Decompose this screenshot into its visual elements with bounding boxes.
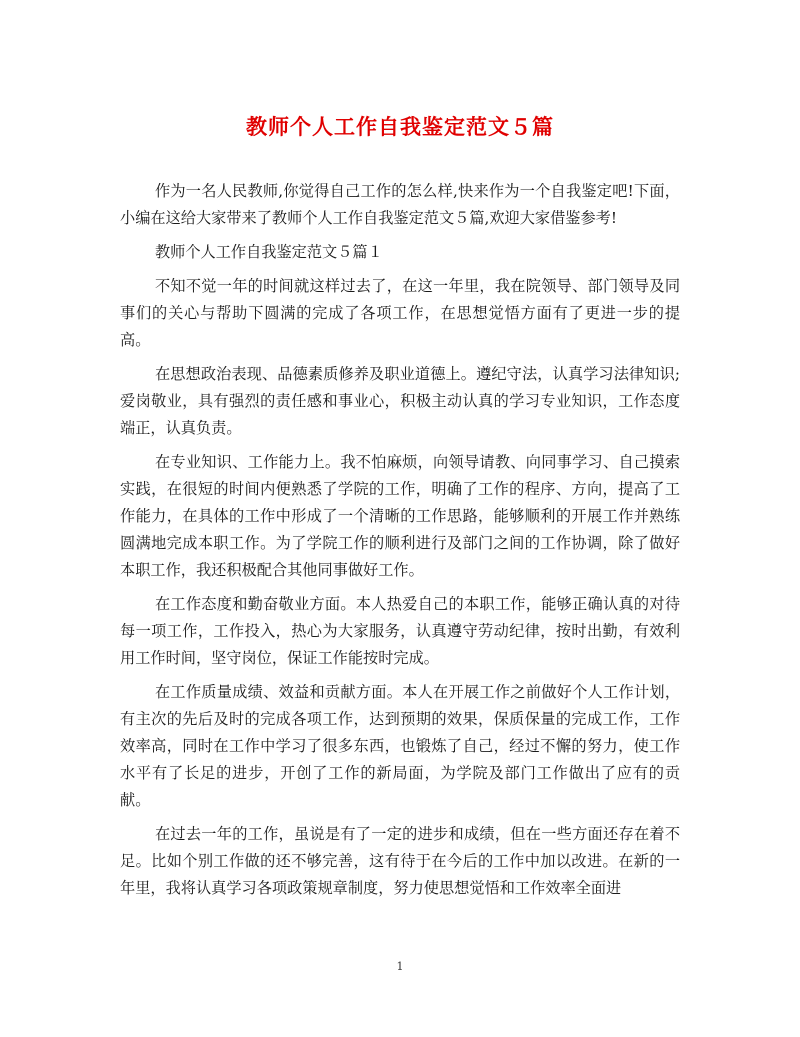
paragraph: 不知不觉一年的时间就这样过去了，在这一年里，我在院领导、部门领导及同事们的关心与帮助下圆满的完成了各项工作，在思想觉悟方面有了更进一步的提高。 — [120, 277, 680, 349]
paragraph-intro: 作为一名人民教师,你觉得自己工作的怎么样,快来作为一个自我鉴定吧!下面，小编在这给大家带来了教师个人工作自我鉴定范文５篇,欢迎大家借鉴参考! — [120, 182, 680, 227]
document-title: 教师个人工作自我鉴定范文５篇 — [246, 114, 554, 139]
paragraph: 在工作质量成绩、效益和贡献方面。本人在开展工作之前做好个人工作计划，有主次的先后及时的完成各项工作，达到预期的效果，保质保量的完成工作，工作效率高，同时在工作中学习了很多东西，也锻炼了自己，经过不懈的努力，使工作水平有了长足的进步，开创了工作的新局面，为学院及部门工作做出了应有的贡献。 — [120, 683, 680, 809]
document-body — [120, 178, 680, 909]
page-number: 1 — [396, 960, 404, 973]
paragraph: 在专业知识、工作能力上。我不怕麻烦，向领导请教、向同事学习、自己摸索实践，在很短的时间内便熟悉了学院的工作，明确了工作的程序、方向，提高了工作能力，在具体的工作中形成了一个清晰的工作思路，能够顺利的开展工作并熟练圆满地完成本职工作。为了学院工作的顺利进行及部门之间的工作协调，除了做好本职工作，我还积极配合其他同事做好工作。 — [120, 453, 680, 579]
paragraph: 在思想政治表现、品德素质修养及职业道德上。遵纪守法，认真学习法律知识;爱岗敬业，具有强烈的责任感和事业心，积极主动认真的学习专业知识，工作态度端正，认真负责。 — [120, 365, 680, 437]
paragraph: 在过去一年的工作，虽说是有了一定的进步和成绩，但在一些方面还存在着不足。比如个别工作做的还不够完善，这有待于在今后的工作中加以改进。在新的一年里，我将认真学习各项政策规章制度，努力使思想觉悟和工作效率全面进 — [120, 825, 680, 897]
paragraph: 在工作态度和勤奋敬业方面。本人热爱自己的本职工作，能够正确认真的对待每一项工作，工作投入，热心为大家服务，认真遵守劳动纪律，按时出勤，有效利用工作时间，坚守岗位，保证工作能按时完成。 — [120, 595, 680, 667]
section-heading: 教师个人工作自我鉴定范文５篇１ — [154, 243, 383, 261]
